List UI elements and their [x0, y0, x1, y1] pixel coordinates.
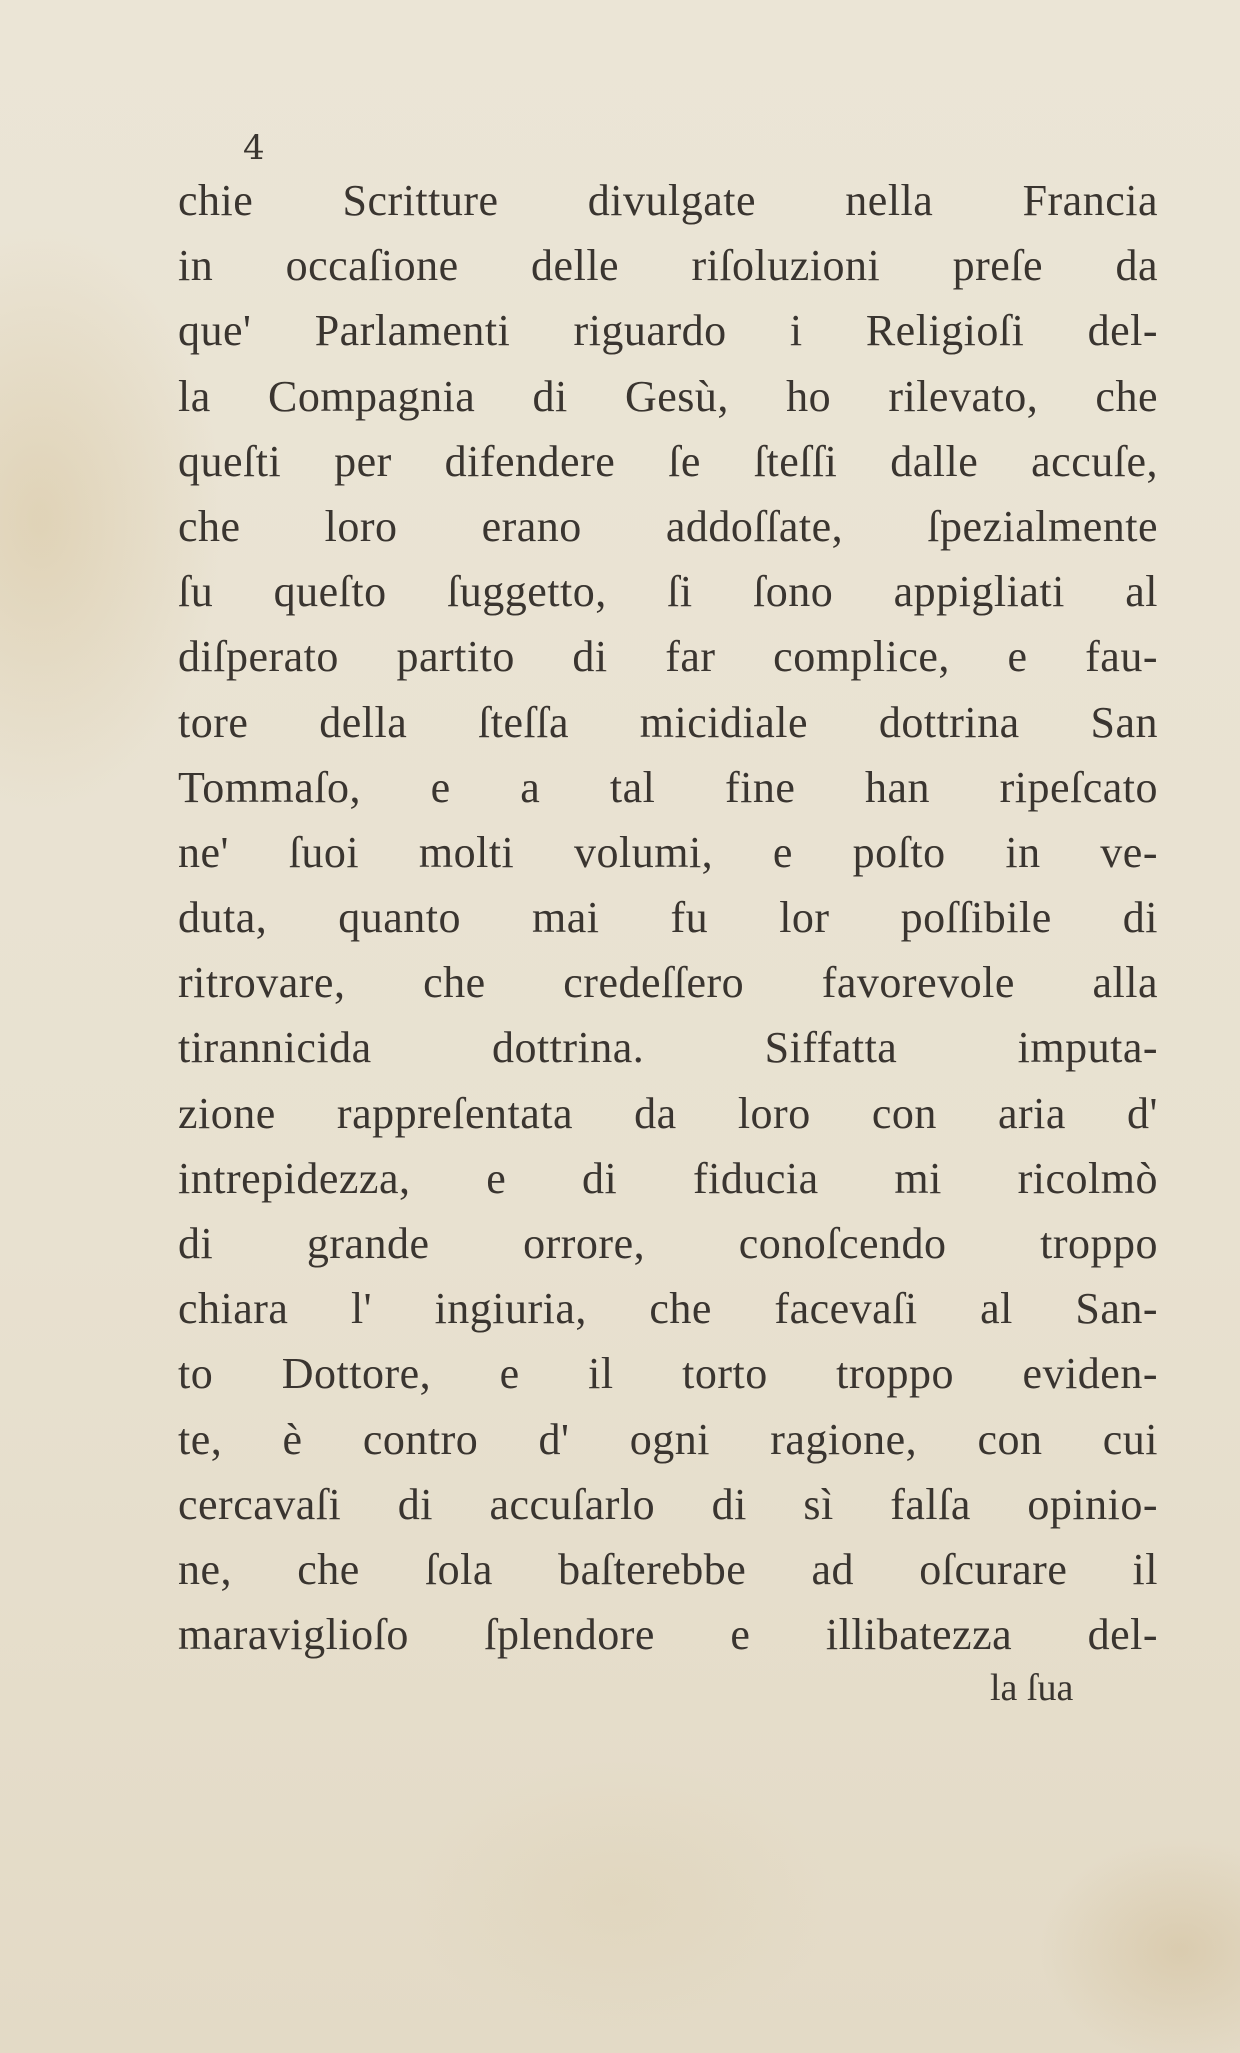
text-line: di grande orrore, conoſcendo troppo [178, 1219, 1158, 1268]
text-line: te, è contro d' ogni ragione, con cui [178, 1414, 1158, 1464]
text-line: la Compagnia di Gesù, ho rilevato, che [178, 371, 1158, 421]
text-line: cercavaſi di accuſarlo di sì falſa opinio- [178, 1479, 1158, 1529]
text-line: ſu queſto ſuggetto, ſi ſono appigliati al [178, 567, 1158, 617]
text-line: Tommaſo, e a tal fine han ripeſcato [178, 762, 1158, 812]
text-line: ne, che ſola baſterebbe ad oſcurare il [178, 1544, 1158, 1594]
text-line: to Dottore, e il torto troppo eviden- [178, 1349, 1158, 1399]
text-line: duta, quanto mai fu lor poſſibile di [178, 893, 1158, 943]
text-line: que' Parlamenti riguardo i Religioſi del- [178, 306, 1158, 356]
text-line: zione rappreſentata da loro con aria d' [178, 1088, 1158, 1138]
text-line: chiara l' ingiuria, che facevaſi al San- [178, 1284, 1158, 1334]
text-line: tirannicida dottrina. Siffatta imputa- [178, 1023, 1158, 1073]
text-line: intrepidezza, e di fiducia mi ricolmò [178, 1153, 1158, 1203]
text-line: diſperato partito di far complice, e fau- [178, 632, 1158, 682]
catchword: la ſua [990, 1667, 1074, 1709]
text-line: maraviglioſo ſplendore e illibatezza del- [178, 1610, 1158, 1660]
body-text [178, 168, 1158, 1667]
text-line: in occaſione delle riſoluzioni preſe da [178, 241, 1158, 291]
page-number: 4 [243, 128, 265, 168]
text-line: chie Scritture divulgate nella Francia [178, 176, 1158, 225]
text-line: queſti per difendere ſe ſteſſi dalle accuſe, [178, 436, 1158, 486]
text-line: ritrovare, che credeſſero favorevole alla [178, 958, 1158, 1008]
text-line: ne' ſuoi molti volumi, e poſto in ve- [178, 827, 1158, 877]
text-line: tore della ſteſſa micidiale dottrina San [178, 697, 1158, 747]
text-line: che loro erano addoſſate, ſpezialmente [178, 501, 1158, 551]
